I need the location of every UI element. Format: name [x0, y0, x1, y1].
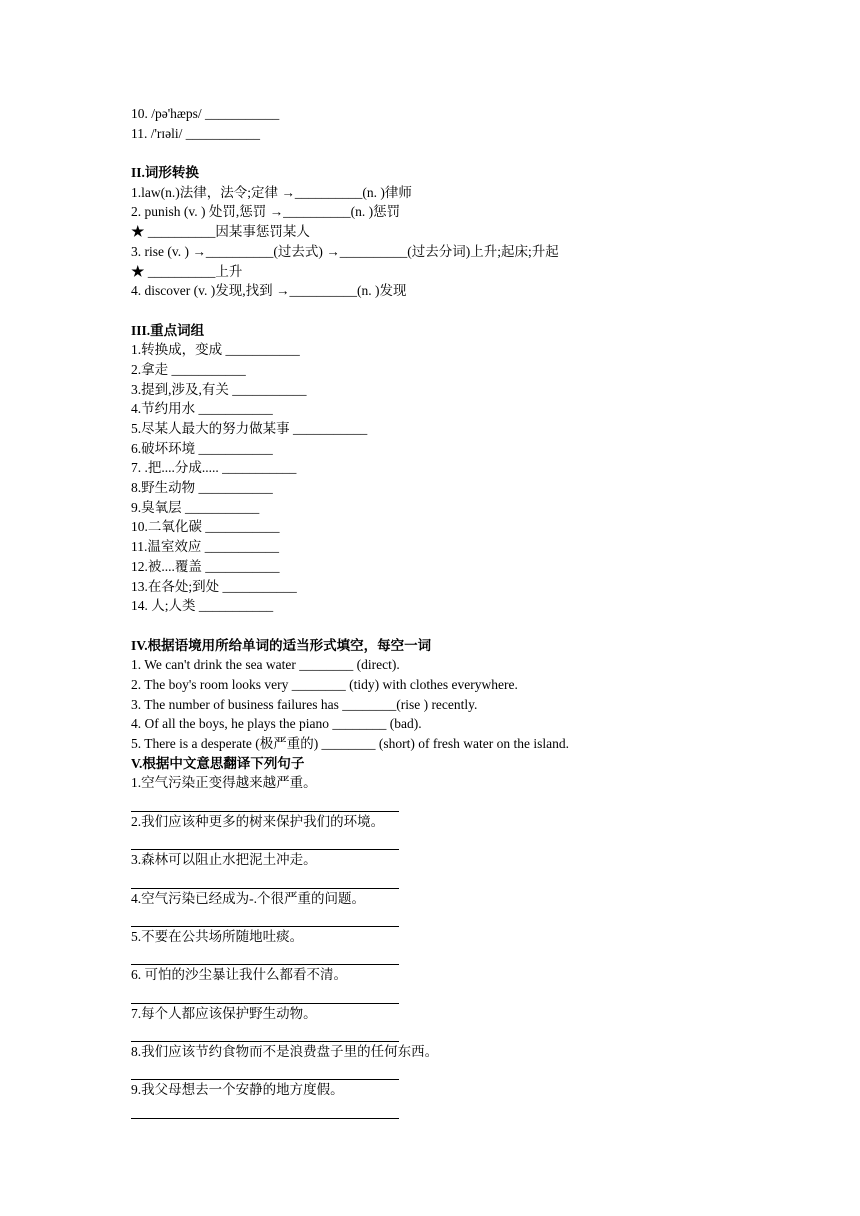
vocab-item-11: 11. /'rɪəli/ ___________: [131, 125, 261, 141]
translation-prompt: 7.每个人都应该保护野生动物。: [131, 1005, 317, 1021]
answer-line[interactable]: [131, 985, 399, 1004]
vocab-item-10: 10. /pə'hæps/ ___________: [131, 106, 280, 121]
translation-prompt: 2.我们应该种更多的树来保护我们的环境。: [131, 813, 385, 829]
phrase-item: 7. .把....分成..... ___________: [131, 460, 297, 476]
fill-blank-item: 4. Of all the boys, he plays the piano ________ (bad).: [131, 716, 422, 732]
word-form-item: 3. rise (v. ) →__________(过去式) →__________(过去分词)上升;起床;升起: [131, 243, 559, 259]
fill-blank-item: 2. The boy's room looks very ________ (tidy) with clothes everywhere.: [131, 676, 518, 692]
translation-prompt: 5.不要在公共场所随地吐痰。: [131, 928, 304, 944]
translation-prompt: 4.空气污染已经成为-.个很严重的问题。: [131, 890, 365, 906]
answer-line[interactable]: [131, 1062, 399, 1081]
answer-line[interactable]: [131, 947, 399, 966]
translation-prompt: 8.我们应该节约食物而不是浪费盘子里的任何东西。: [131, 1044, 439, 1059]
translation-prompt: 6. 可怕的沙尘暴让我什么都看不清。: [131, 967, 347, 983]
word-form-item: 2. punish (v. ) 处罚,惩罚 →__________(n. )惩罚: [131, 204, 401, 220]
answer-line[interactable]: [131, 908, 399, 927]
phrase-item: 12.被....覆盖 ___________: [131, 558, 280, 574]
translation-prompt: 3.森林可以阻止水把泥土冲走。: [131, 852, 317, 868]
word-form-item: ★ __________上升: [131, 263, 243, 279]
phrase-item: 1.转换成，变成 ___________: [131, 342, 300, 358]
translation-prompt: 9.我父母想去一个安静的地方度假。: [131, 1082, 344, 1098]
phrase-item: 9.臭氧层 ___________: [131, 499, 260, 515]
answer-line[interactable]: [131, 831, 399, 850]
section-3-heading: III.重点词组: [131, 322, 205, 338]
worksheet: [131, 104, 771, 1119]
phrase-item: 8.野生动物 ___________: [131, 480, 273, 496]
section-5-heading: V.根据中文意思翻译下列句子: [131, 755, 305, 771]
phrase-item: 2.拿走 ___________: [131, 361, 246, 377]
phrase-item: 5.尽某人最大的努力做某事 ___________: [131, 421, 368, 436]
answer-line[interactable]: [131, 870, 399, 889]
word-form-item: 1.law(n.)法律，法令;定律 →__________(n. )律师: [131, 184, 412, 200]
answer-line[interactable]: [131, 1023, 399, 1042]
phrase-item: 13.在各处;到处 ___________: [131, 578, 297, 594]
phrase-item: 14. 人;人类 ___________: [131, 598, 274, 614]
phrase-item: 4.节约用水 ___________: [131, 401, 273, 417]
section-2-heading: II.词形转换: [131, 165, 199, 181]
word-form-item: ★ __________因某事惩罚某人: [131, 224, 310, 240]
phrase-item: 11.温室效应 ___________: [131, 539, 279, 555]
answer-line[interactable]: [131, 793, 399, 812]
translation-prompt: 1.空气污染正变得越来越严重。: [131, 775, 317, 791]
fill-blank-item: 1. We can't drink the sea water ________ (direct).: [131, 657, 400, 673]
fill-blank-item: 3. The number of business failures has ________(rise ) recently.: [131, 696, 478, 712]
section-4-heading: IV.根据语境用所给单词的适当形式填空，每空一词: [131, 637, 432, 653]
answer-line[interactable]: [131, 1100, 399, 1119]
phrase-item: 3.提到,涉及,有关 ___________: [131, 381, 307, 397]
word-form-item: 4. discover (v. )发现,找到 →__________(n. )发现: [131, 283, 407, 299]
fill-blank-item: 5. There is a desperate (极严重的) ________ (short) of fresh water on the island.: [131, 736, 570, 751]
phrase-item: 10.二氧化碳 ___________: [131, 519, 280, 535]
phrase-item: 6.破坏环境 ___________: [131, 440, 273, 456]
